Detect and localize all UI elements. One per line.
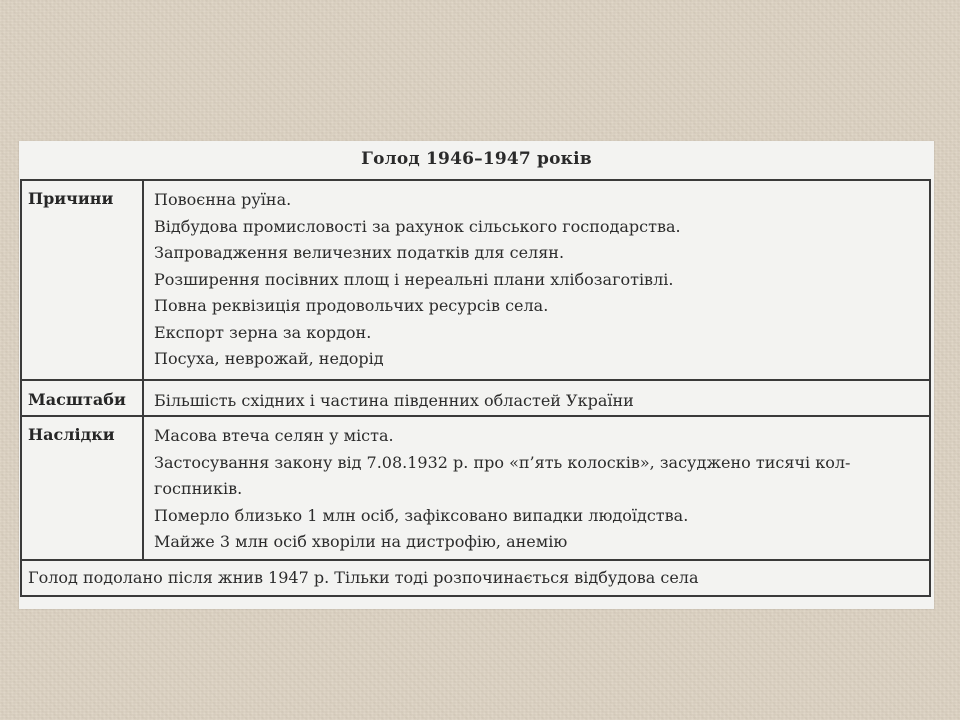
list-item: Масова втеча селян у міста. [154, 426, 394, 445]
scanned-document [19, 141, 934, 609]
row-content-results [154, 425, 924, 558]
famine-table [20, 179, 931, 597]
table-row-results [22, 417, 929, 561]
list-item: Застосування закону від 7.08.1932 р. про «п’ять колосків», засуджено тисячі кол- [154, 452, 851, 472]
list-item: Більшість східних і частина південних областей України [154, 391, 634, 410]
page-title: Голод 1946–1947 років [361, 149, 592, 169]
row-label-scale: Масштаби [22, 381, 144, 415]
list-item: Експорт зерна за кордон. [154, 322, 372, 342]
list-item: Запровадження величезних податків для селян. [154, 243, 565, 262]
row-content-scale [154, 390, 924, 417]
row-content-causes [154, 189, 924, 375]
row-label-causes: Причини [22, 181, 144, 379]
table-row-causes [22, 181, 929, 381]
list-item: Розширення посівних площ і нереальні плани хлібозаготівлі. [154, 269, 674, 289]
footer-note: Голод подолано після жнив 1947 р. Тільки тоді розпочинається відбудова села [28, 568, 699, 587]
list-item: Повна реквізиція продовольчих ресурсів села. [154, 296, 549, 315]
table-row-scale [22, 381, 929, 417]
row-label-results: Наслідки [22, 417, 144, 559]
list-item: Посуха, неврожай, недорід [154, 349, 384, 368]
list-item: Майже 3 млн осіб хворіли на дистрофію, анемію [154, 532, 568, 551]
list-item: госпників. [154, 479, 243, 498]
list-item: Померло близько 1 млн осіб, зафіксовано випадки людоїдства. [154, 505, 689, 525]
table-row-footer [22, 561, 929, 595]
list-item: Відбудова промисловості за рахунок сільського господарства. [154, 216, 681, 236]
document-sheet [19, 141, 934, 609]
list-item: Повоєнна руїна. [154, 190, 292, 209]
